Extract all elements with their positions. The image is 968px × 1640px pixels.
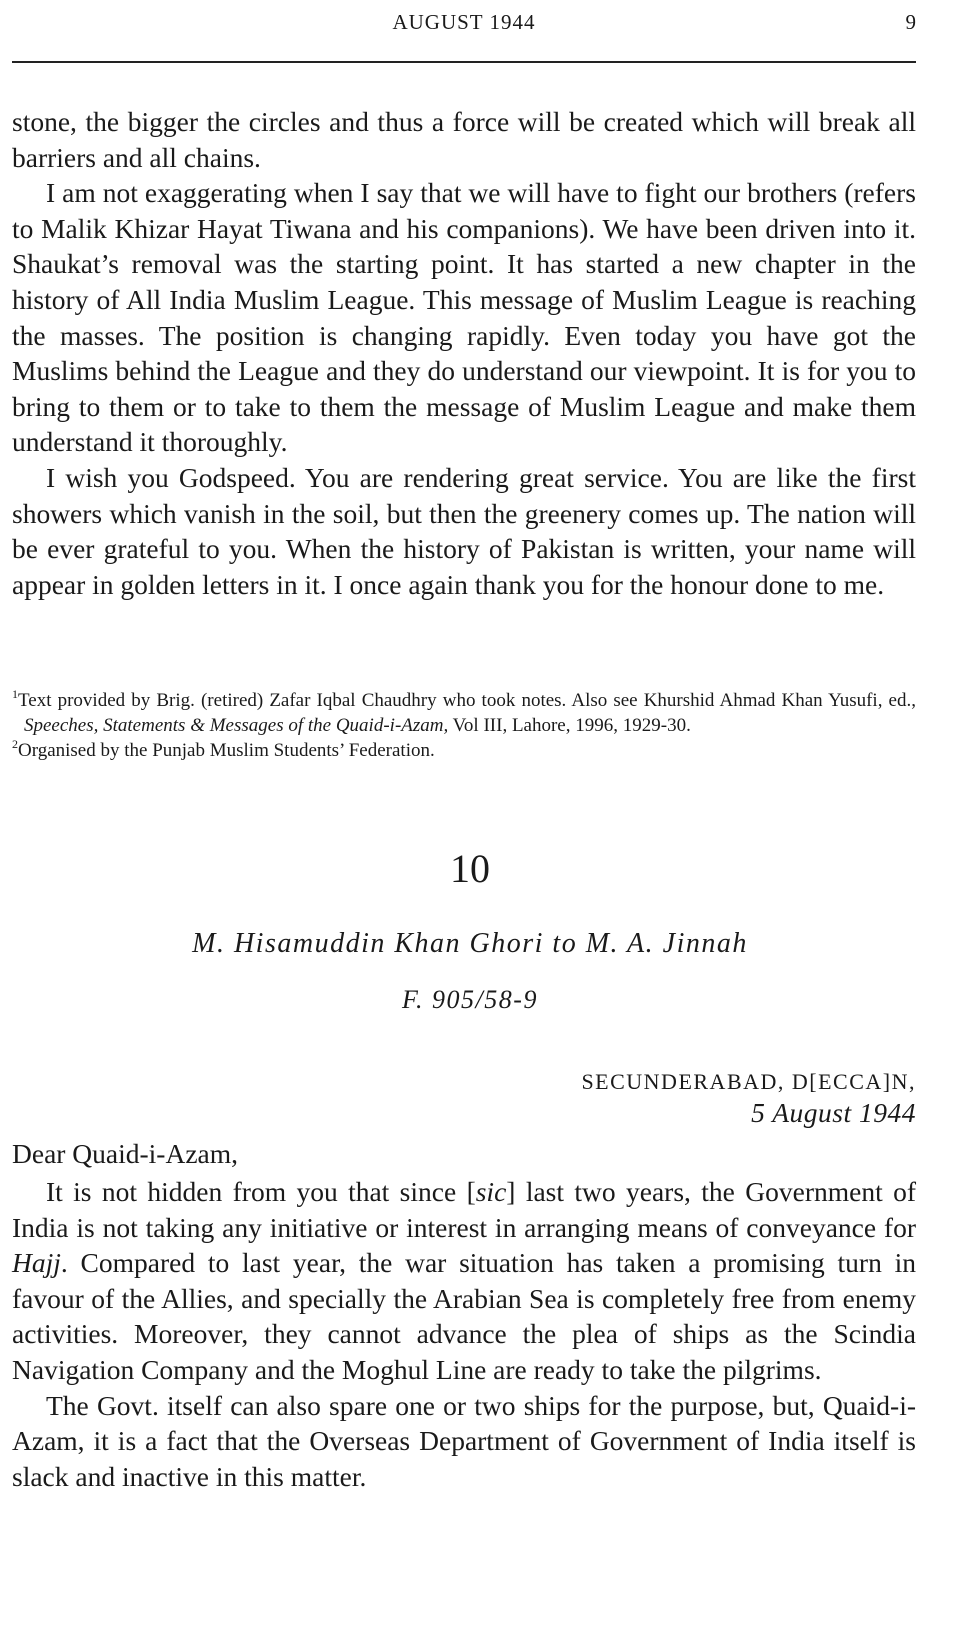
sic-mark: sic bbox=[475, 1176, 507, 1207]
paragraph-godspeed: I wish you Godspeed. You are rendering great service. You are like the first showers which vanish in the soil, but then the greenery comes up. The nation will be ever grateful to you. When the history of Pakistan is written, your name will appear in golden letters in it. I once again thank you for the honour done to me. bbox=[12, 461, 916, 600]
footnote-2-text: Organised by the Punjab Muslim Students’ Federation. bbox=[18, 740, 435, 761]
footnote-1-text-a: Text provided by Brig. (retired) Zafar Iqbal Chaudhry who took notes. Also see Khurshid Ahmad Khan Yusufi, ed., bbox=[18, 690, 916, 711]
letter-body bbox=[12, 1174, 916, 1494]
paragraph-fight-brothers: I am not exaggerating when I say that we will have to fight our brothers (refers to Malik Khizar Hayat Tiwana and his companions). We have been driven into it. Shaukat’s removal was the starting point. It has started a new chapter in the history of All India Muslim League. This message of Muslim League is reaching the masses. The position is changing rapidly. Even today you have got the Muslims behind the League and they do understand our viewpoint. It is for you to bring to them or to take to them the message of Muslim League and make them understand it thoroughly. bbox=[12, 177, 916, 458]
page-number: 9 bbox=[905, 10, 916, 34]
letter-place: SECUNDERABAD, D[ECCA]N, bbox=[581, 1069, 916, 1094]
footnotes bbox=[12, 688, 916, 763]
letter-p1-part-a: It is not hidden from you that since [ bbox=[46, 1176, 476, 1207]
footnote-1 bbox=[12, 688, 916, 738]
document-title: M. Hisamuddin Khan Ghori to M. A. Jinnah bbox=[192, 928, 748, 959]
running-header bbox=[12, 10, 916, 40]
header-rule bbox=[12, 61, 916, 63]
footnote-2-marker: 2 bbox=[12, 737, 18, 751]
running-head-title: AUGUST 1944 bbox=[392, 10, 536, 34]
document-reference: F. 905/58-9 bbox=[402, 985, 538, 1014]
footnote-1-marker: 1 bbox=[12, 687, 18, 701]
letter-p1-part-c: . Compared to last year, the war situation has taken a promising turn in favour of the Allies, and specially the Arabian Sea is completely free from enemy activities. Moreover, they cannot advance the plea of ships as the Scindia Navigation Company and the Moghul Line are ready to take the pilgrims. bbox=[12, 1247, 916, 1385]
letter-paragraph-1 bbox=[12, 1174, 916, 1388]
footnote-2 bbox=[12, 738, 916, 763]
document-number: 10 bbox=[450, 846, 490, 891]
letter-paragraph-2: The Govt. itself can also spare one or two ships for the purpose, but, Quaid-i-Azam, it is a fact that the Overseas Department of Government of India itself is slack and inactive in this matter. bbox=[12, 1389, 916, 1492]
letter-salutation: Dear Quaid-i-Azam, bbox=[12, 1138, 239, 1169]
letter-date: 5 August 1944 bbox=[751, 1097, 916, 1128]
footnote-1-text-b: Vol III, Lahore, 1996, 1929-30. bbox=[448, 715, 691, 736]
hajj-term: Hajj bbox=[12, 1247, 61, 1279]
footnote-1-book-title: Speeches, Statements & Messages of the Quaid-i-Azam, bbox=[24, 715, 449, 736]
paragraph-continued: stone, the bigger the circles and thus a force will be created which will break all barriers and all chains. bbox=[12, 106, 916, 173]
letter-p1-part-b: ] last two years, the Government of India is not taking any initiative or interest in arranging means of conveyance for bbox=[12, 1176, 916, 1243]
continued-text-block bbox=[12, 104, 916, 602]
